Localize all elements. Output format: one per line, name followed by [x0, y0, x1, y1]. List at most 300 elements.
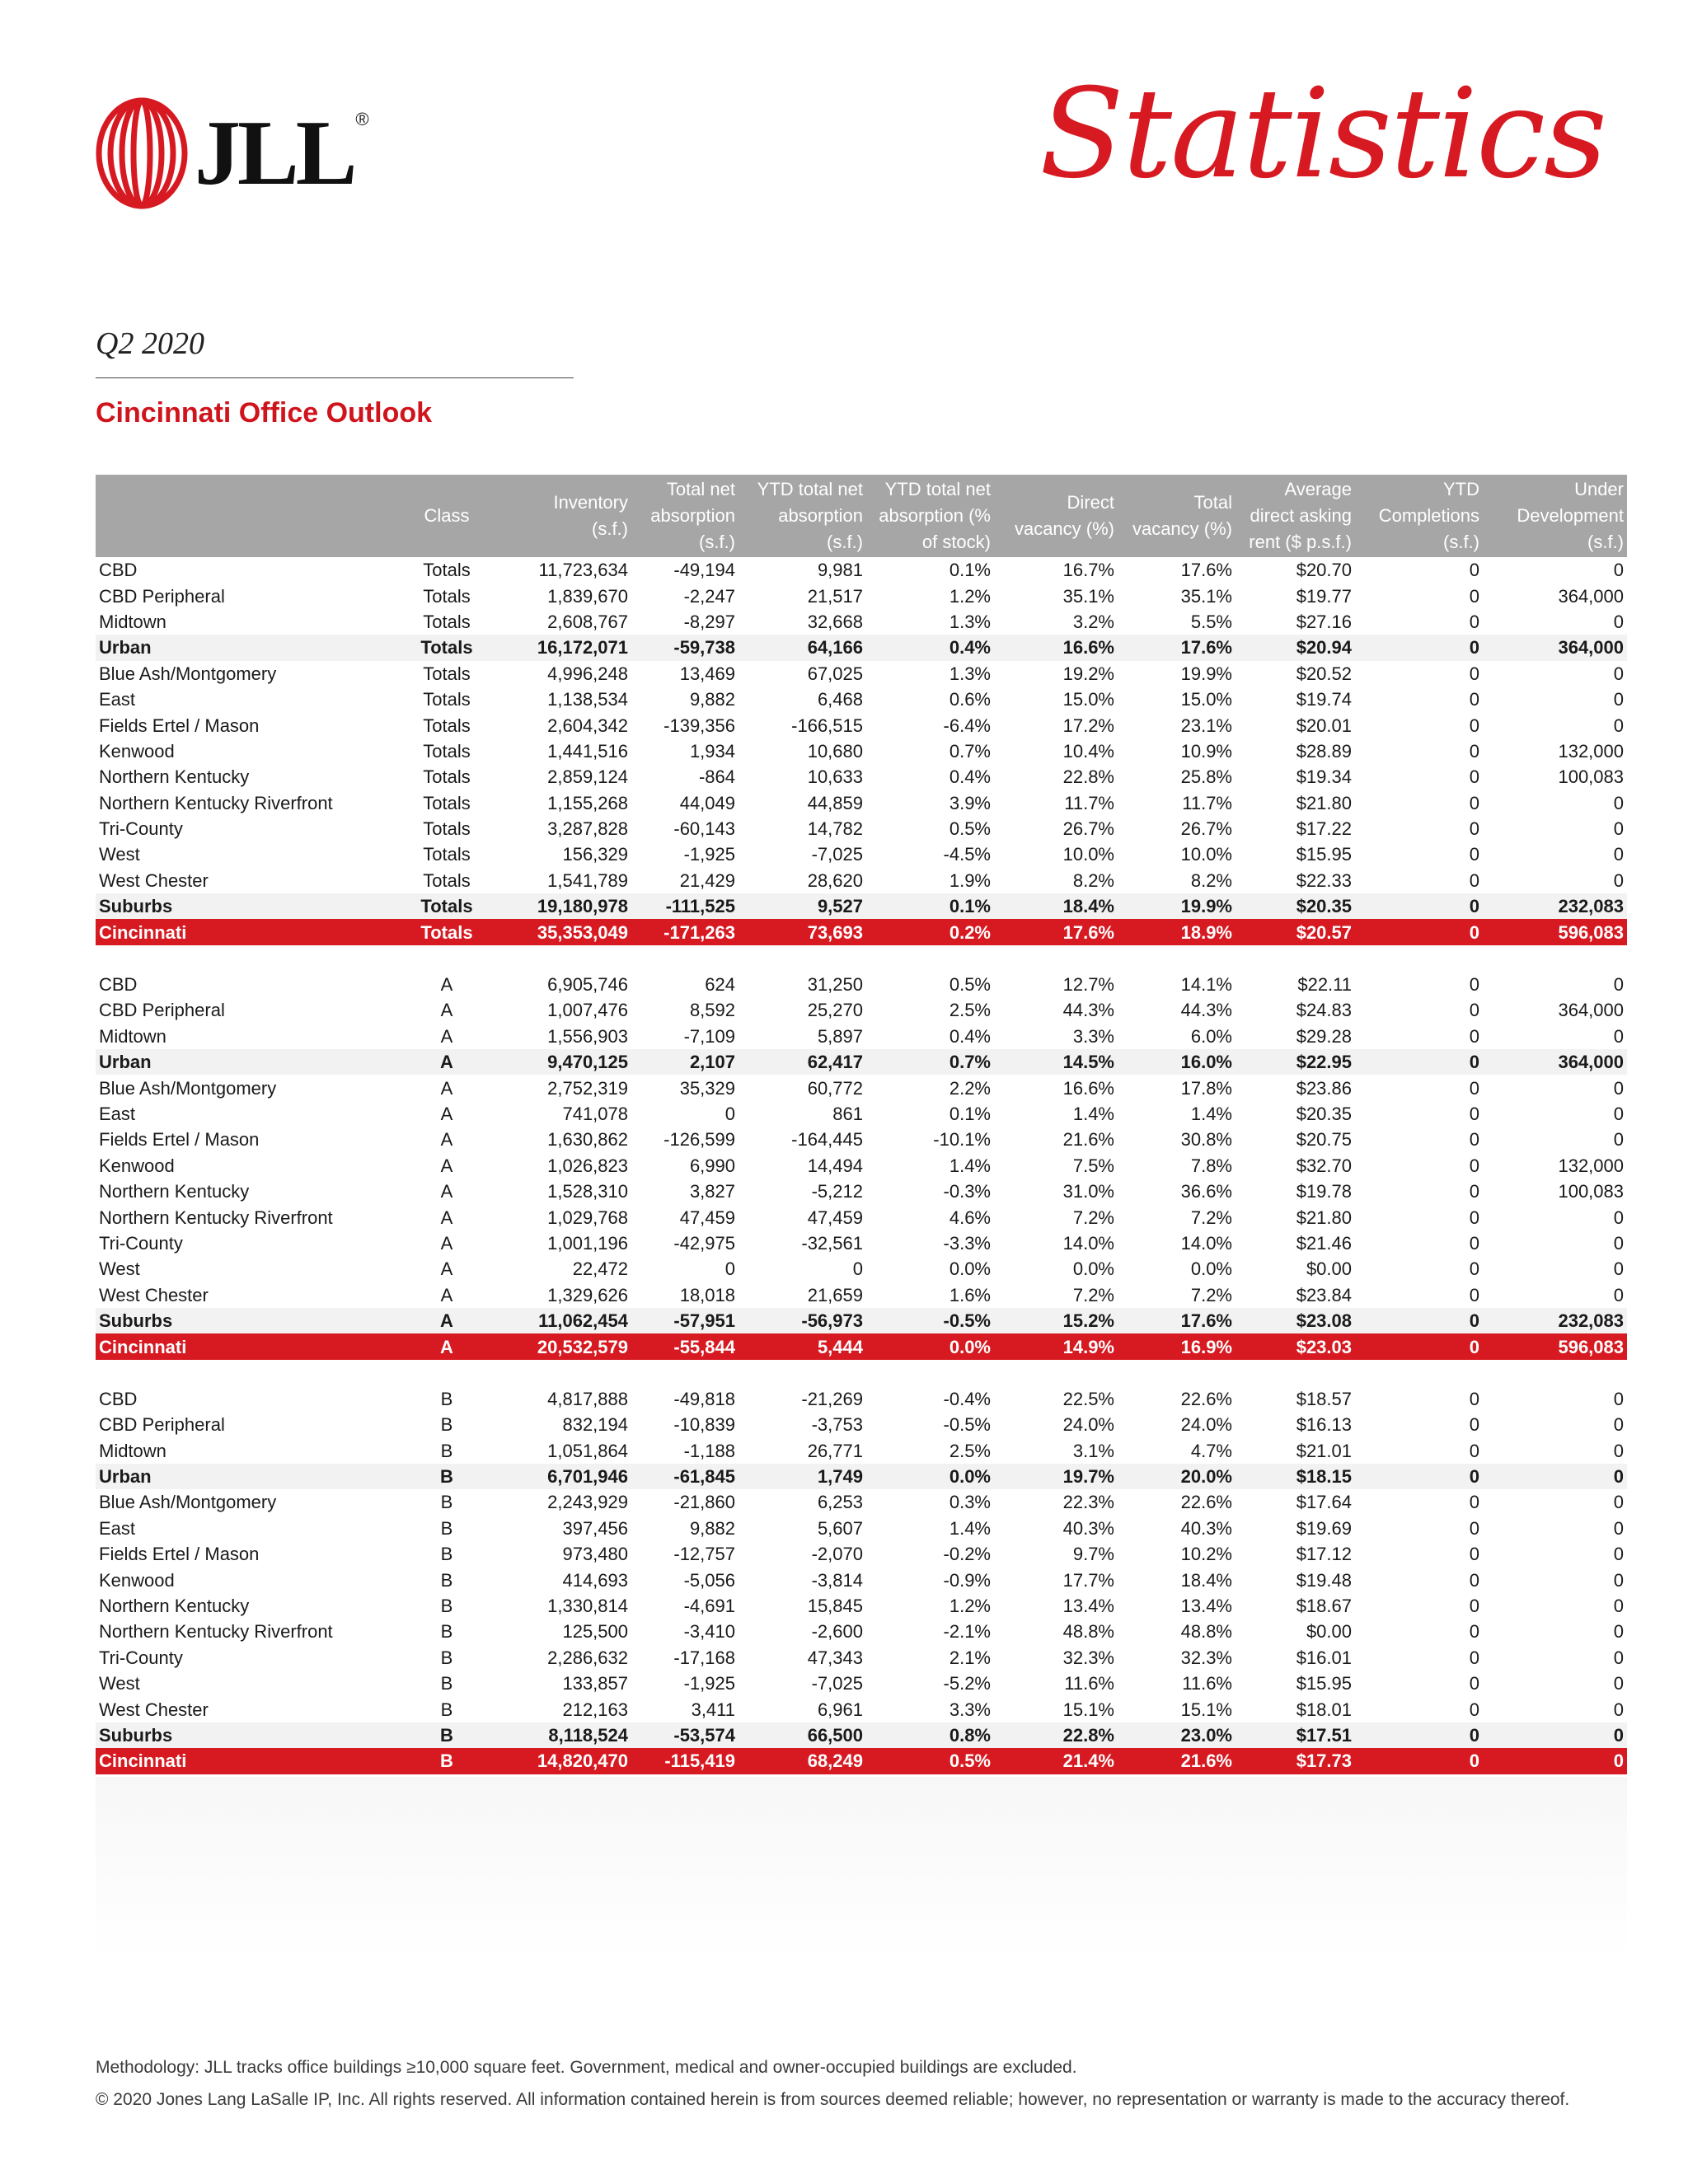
column-header-line: of stock) [921, 532, 991, 552]
value-cell: $0.00 [1306, 1258, 1352, 1280]
value-cell: 21.6% [1118, 1748, 1236, 1774]
jll-logo [95, 97, 369, 209]
value-cell: $15.95 [1296, 844, 1352, 865]
submarket-cell: Northern Kentucky Riverfront [99, 1621, 333, 1643]
value-cell: 6,990 [689, 1155, 735, 1176]
value-cell: 0 [1469, 766, 1479, 788]
value-cell: $0.00 [1306, 1621, 1352, 1643]
value-cell: 624 [705, 974, 735, 996]
class-cell: A [440, 1025, 453, 1047]
value-cell: 16.6% [1062, 1077, 1114, 1099]
column-header-line: Total net [666, 479, 735, 499]
value-cell: 47,459 [807, 1207, 863, 1228]
value-cell: 2,286,632 [547, 1647, 628, 1668]
value-cell: -21,269 [801, 1388, 863, 1409]
value-cell: $16.01 [1296, 1647, 1352, 1668]
value-cell: 26.7% [1180, 818, 1232, 840]
value-cell: -115,419 [631, 1748, 738, 1774]
value-cell: 22,472 [572, 1258, 628, 1280]
value-cell: 0 [1613, 611, 1624, 632]
value-cell: 0.0% [1072, 1258, 1114, 1280]
value-cell: 44.3% [1180, 1000, 1232, 1021]
value-cell: 0 [724, 1104, 735, 1124]
value-cell: 44,859 [807, 792, 863, 813]
value-cell: 0 [1469, 1284, 1479, 1305]
submarket-cell: Northern Kentucky [99, 766, 250, 788]
column-header-line: absorption [778, 505, 863, 526]
value-cell: 5.5% [1190, 611, 1232, 632]
value-cell: 7.2% [1190, 1284, 1232, 1305]
value-cell: -8,297 [683, 611, 735, 632]
value-cell: 0 [1469, 1000, 1479, 1021]
value-cell: 0 [1469, 974, 1479, 996]
value-cell: 7.5% [1072, 1155, 1114, 1176]
submarket-cell: Suburbs [96, 1308, 402, 1333]
submarket-cell: Northern Kentucky [99, 1596, 250, 1617]
value-cell: 17.6% [1118, 1308, 1236, 1333]
value-cell: 0 [1469, 844, 1479, 865]
value-cell: 1,051,864 [547, 1440, 628, 1461]
table-row [96, 1282, 1627, 1308]
value-cell: $17.51 [1236, 1722, 1355, 1748]
column-header-line: Average [1284, 479, 1352, 499]
submarket-cell: CBD Peripheral [99, 1414, 225, 1436]
value-cell: 9,882 [689, 1517, 735, 1539]
value-cell: $17.22 [1296, 818, 1352, 840]
blank-area [96, 1777, 1627, 1958]
value-cell: $22.95 [1236, 1049, 1355, 1075]
value-cell: $19.48 [1296, 1569, 1352, 1591]
value-cell: 0 [1469, 1544, 1479, 1565]
value-cell: 23.0% [1118, 1722, 1236, 1748]
value-cell: -60,143 [673, 818, 735, 840]
value-cell: 1,001,196 [547, 1232, 628, 1254]
value-cell: 2.1% [949, 1647, 991, 1668]
value-cell: 14.0% [1062, 1232, 1114, 1254]
value-cell: 13.4% [1180, 1596, 1232, 1617]
value-cell: 596,083 [1483, 1333, 1627, 1359]
value-cell: $19.74 [1296, 689, 1352, 710]
value-cell: 3,287,828 [547, 818, 628, 840]
table-row [96, 1438, 1627, 1464]
value-cell: 21.4% [994, 1748, 1118, 1774]
value-cell: -864 [698, 766, 735, 788]
value-cell: 0 [1469, 818, 1479, 840]
class-cell: A [440, 974, 453, 996]
value-cell: 0 [1613, 1544, 1624, 1565]
class-cell: A [440, 1284, 453, 1305]
value-cell: 0 [1613, 1596, 1624, 1617]
value-cell: 10.0% [1180, 844, 1232, 865]
class-cell: A [440, 1000, 453, 1021]
value-cell: 0 [1613, 715, 1624, 736]
value-cell: 15.1% [1180, 1699, 1232, 1720]
value-cell: 18,018 [679, 1284, 735, 1305]
value-cell: -2,070 [811, 1544, 863, 1565]
value-cell: 62,417 [738, 1049, 866, 1075]
submarket-cell: Cincinnati [96, 1333, 402, 1359]
value-cell: 1.3% [949, 611, 991, 632]
value-cell: 14,494 [807, 1155, 863, 1176]
value-cell: 0 [1483, 1464, 1627, 1489]
subtotal-row [96, 893, 1627, 919]
value-cell: 0 [1613, 1647, 1624, 1668]
subtotal-row [96, 1464, 1627, 1489]
methodology-note: Methodology: JLL tracks office buildings ≥10,000 square feet. Government, medical and owner-occupied buildings are excluded. [96, 2058, 1077, 2077]
column-header-line: (s.f.) [1587, 532, 1624, 552]
value-cell: 4,817,888 [547, 1388, 628, 1409]
value-cell: 1.2% [949, 1596, 991, 1617]
value-cell: -0.5% [943, 1414, 991, 1436]
table-row [96, 1593, 1627, 1619]
value-cell: 35,353,049 [491, 919, 631, 944]
value-cell: 15.0% [1062, 689, 1114, 710]
value-cell: -5,056 [683, 1569, 735, 1591]
column-header [402, 475, 491, 557]
value-cell: 21,517 [807, 585, 863, 607]
value-cell: 7.8% [1190, 1155, 1232, 1176]
submarket-cell: Tri-County [99, 1647, 183, 1668]
value-cell: 14,820,470 [491, 1748, 631, 1774]
value-cell: 0 [1469, 869, 1479, 891]
class-cell: B [440, 1699, 453, 1720]
value-cell: 0 [1613, 1077, 1624, 1099]
value-cell: 1,441,516 [547, 740, 628, 762]
value-cell: 8,118,524 [491, 1722, 631, 1748]
value-cell: 7.2% [1190, 1207, 1232, 1228]
value-cell: 3,827 [689, 1181, 735, 1202]
copyright-note: © 2020 Jones Lang LaSalle IP, Inc. All rights reserved. All information contained herein is from sources deemed reliable; however, no representation or warranty is made to the accuracy thereof. [96, 2090, 1570, 2109]
value-cell: 25.8% [1180, 766, 1232, 788]
value-cell: 0 [1613, 1673, 1624, 1694]
value-cell: $21.80 [1296, 1207, 1352, 1228]
class-cell: B [440, 1440, 453, 1461]
period-divider [96, 377, 574, 378]
class-cell: Totals [423, 792, 471, 813]
value-cell: 3.1% [1072, 1440, 1114, 1461]
value-cell: -3,410 [683, 1621, 735, 1643]
value-cell: 36.6% [1180, 1181, 1232, 1202]
value-cell: $23.03 [1236, 1333, 1355, 1359]
value-cell: 0.8% [866, 1722, 994, 1748]
value-cell: 9,981 [817, 560, 863, 581]
value-cell: 14.0% [1180, 1232, 1232, 1254]
column-header [1236, 475, 1355, 557]
class-cell: A [440, 1207, 453, 1228]
value-cell: 0 [1613, 560, 1624, 581]
value-cell: $20.57 [1236, 919, 1355, 944]
value-cell: 48.8% [1180, 1621, 1232, 1643]
value-cell: 0.4% [866, 635, 994, 660]
column-header [866, 475, 994, 557]
value-cell: 0.0% [866, 1333, 994, 1359]
value-cell: 35,329 [679, 1077, 735, 1099]
value-cell: 0 [1469, 1077, 1479, 1099]
value-cell: 22.3% [1062, 1492, 1114, 1513]
column-header-line: Under [1574, 479, 1624, 499]
value-cell: 0 [1469, 1232, 1479, 1254]
value-cell: 18.9% [1118, 919, 1236, 944]
value-cell: 132,000 [1558, 740, 1624, 762]
table-row [96, 1075, 1627, 1100]
value-cell: 22.5% [1062, 1388, 1114, 1409]
value-cell: 232,083 [1483, 1308, 1627, 1333]
value-cell: -1,188 [683, 1440, 735, 1461]
value-cell: -59,738 [631, 635, 738, 660]
submarket-cell: Cincinnati [96, 919, 402, 944]
class-cell: Totals [423, 818, 471, 840]
value-cell: 40.3% [1180, 1517, 1232, 1539]
value-cell: 0 [1355, 1722, 1483, 1748]
table-row [96, 841, 1627, 867]
value-cell: 1,329,626 [547, 1284, 628, 1305]
value-cell: $20.01 [1296, 715, 1352, 736]
value-cell: 10,680 [807, 740, 863, 762]
value-cell: 0 [1469, 1699, 1479, 1720]
value-cell: 47,343 [807, 1647, 863, 1668]
value-cell: $21.46 [1296, 1232, 1352, 1254]
value-cell: 35.1% [1062, 585, 1114, 607]
table-row [96, 1153, 1627, 1179]
value-cell: 28,620 [807, 869, 863, 891]
value-cell: 17.8% [1180, 1077, 1232, 1099]
value-cell: 125,500 [562, 1621, 628, 1643]
class-cell: B [440, 1569, 453, 1591]
value-cell: 2.5% [949, 1440, 991, 1461]
value-cell: 2,243,929 [547, 1492, 628, 1513]
value-cell: 0 [1469, 1181, 1479, 1202]
value-cell: 0 [1613, 1129, 1624, 1151]
value-cell: -61,845 [631, 1464, 738, 1489]
value-cell: $20.75 [1296, 1129, 1352, 1151]
value-cell: 22.8% [1062, 766, 1114, 788]
value-cell: 13,469 [679, 663, 735, 684]
value-cell: 0 [1469, 1621, 1479, 1643]
submarket-cell: Northern Kentucky [99, 1181, 250, 1202]
value-cell: 364,000 [1558, 1000, 1624, 1021]
value-cell: 1.4% [1072, 1104, 1114, 1124]
column-header-line: (s.f.) [827, 532, 863, 552]
value-cell: 32.3% [1180, 1647, 1232, 1668]
submarket-cell: Fields Ertel / Mason [99, 1129, 260, 1151]
value-cell: $20.52 [1296, 663, 1352, 684]
subtotal-row [96, 1049, 1627, 1075]
class-cell: Totals [423, 585, 471, 607]
value-cell: 4,996,248 [547, 663, 628, 684]
submarket-cell: Midtown [99, 611, 166, 632]
value-cell: 0.4% [949, 1025, 991, 1047]
column-header-line: direct asking [1250, 505, 1352, 526]
value-cell: $18.15 [1236, 1464, 1355, 1489]
value-cell: 10,633 [807, 766, 863, 788]
value-cell: 14,782 [807, 818, 863, 840]
value-cell: 17.6% [994, 919, 1118, 944]
value-cell: 0 [1469, 663, 1479, 684]
value-cell: 48.8% [1062, 1621, 1114, 1643]
value-cell: -126,599 [663, 1129, 735, 1151]
value-cell: 3.3% [1072, 1025, 1114, 1047]
value-cell: 0 [1469, 1414, 1479, 1436]
value-cell: 0 [1469, 1596, 1479, 1617]
value-cell: 1,934 [689, 740, 735, 762]
class-cell: B [440, 1621, 453, 1643]
value-cell: -55,844 [631, 1333, 738, 1359]
class-cell: B [440, 1596, 453, 1617]
value-cell: 1.4% [1190, 1104, 1232, 1124]
value-cell: 0.4% [949, 766, 991, 788]
value-cell: 0.0% [949, 1258, 991, 1280]
value-cell: -7,025 [811, 844, 863, 865]
value-cell: $19.78 [1296, 1181, 1352, 1202]
value-cell: 0.1% [866, 893, 994, 919]
value-cell: 9,470,125 [491, 1049, 631, 1075]
submarket-cell: Kenwood [99, 1155, 175, 1176]
value-cell: 0 [1469, 689, 1479, 710]
class-cell: B [440, 1673, 453, 1694]
value-cell: 0 [1613, 818, 1624, 840]
column-header [1118, 475, 1236, 557]
value-cell: 47,459 [679, 1207, 735, 1228]
value-cell: 0 [1613, 792, 1624, 813]
value-cell: 0 [1355, 919, 1483, 944]
value-cell: $19.77 [1296, 585, 1352, 607]
value-cell: -53,574 [631, 1722, 738, 1748]
value-cell: 0 [1355, 1464, 1483, 1489]
value-cell: 18.4% [994, 893, 1118, 919]
submarket-cell: West Chester [99, 1699, 209, 1720]
value-cell: 60,772 [807, 1077, 863, 1099]
table-row [96, 1179, 1627, 1204]
value-cell: 11,062,454 [491, 1308, 631, 1333]
value-cell: $27.16 [1296, 611, 1352, 632]
value-cell: 1,007,476 [547, 1000, 628, 1021]
class-cell: Totals [423, 611, 471, 632]
value-cell: 1,630,862 [547, 1129, 628, 1151]
table-row [96, 557, 1627, 583]
value-cell: 19.2% [1062, 663, 1114, 684]
value-cell: $20.35 [1236, 893, 1355, 919]
submarket-cell: CBD [99, 974, 138, 996]
value-cell: 17.2% [1062, 715, 1114, 736]
table-row [96, 1516, 1627, 1541]
submarket-cell: CBD [99, 560, 138, 581]
table-row [96, 583, 1627, 608]
value-cell: -10.1% [933, 1129, 991, 1151]
table-row [96, 1567, 1627, 1592]
value-cell: 0 [1469, 740, 1479, 762]
submarket-cell: Blue Ash/Montgomery [99, 1492, 277, 1513]
value-cell: 14.9% [994, 1333, 1118, 1359]
value-cell: 15.2% [994, 1308, 1118, 1333]
value-cell: 16,172,071 [491, 635, 631, 660]
column-header [738, 475, 866, 557]
value-cell: -3.3% [943, 1232, 991, 1254]
class-cell: A [440, 1155, 453, 1176]
subtotal-row [96, 635, 1627, 660]
section-spacer [96, 1360, 1627, 1386]
value-cell: $17.64 [1296, 1492, 1352, 1513]
submarket-cell: CBD Peripheral [99, 1000, 225, 1021]
value-cell: $22.11 [1297, 974, 1352, 996]
value-cell: 15,845 [807, 1596, 863, 1617]
table-row [96, 997, 1627, 1023]
value-cell: 1,541,789 [547, 869, 628, 891]
table-row [96, 712, 1627, 738]
value-cell: $23.08 [1236, 1308, 1355, 1333]
value-cell: 0 [1469, 611, 1479, 632]
column-header-line: Direct [1067, 492, 1114, 513]
value-cell: $22.33 [1296, 869, 1352, 891]
class-cell: Totals [423, 869, 471, 891]
table-row [96, 1101, 1627, 1127]
value-cell: 31.0% [1062, 1181, 1114, 1202]
value-cell: 0 [1469, 1388, 1479, 1409]
submarket-cell: Urban [96, 1049, 402, 1075]
value-cell: 0 [1469, 1492, 1479, 1513]
value-cell: 17.6% [1180, 560, 1232, 581]
value-cell: 0 [1355, 1308, 1483, 1333]
class-cell: B [440, 1647, 453, 1668]
value-cell: 0 [1613, 869, 1624, 891]
value-cell: 2,752,319 [547, 1077, 628, 1099]
value-cell: 0 [1613, 1258, 1624, 1280]
value-cell: 0 [1613, 689, 1624, 710]
value-cell: -7,025 [811, 1673, 863, 1694]
submarket-cell: Fields Ertel / Mason [99, 715, 260, 736]
class-cell: A [402, 1049, 491, 1075]
table-body [96, 557, 1627, 1774]
submarket-cell: Tri-County [99, 818, 183, 840]
value-cell: 0 [1469, 1569, 1479, 1591]
value-cell: 11.6% [1182, 1673, 1232, 1694]
value-cell: 364,000 [1558, 585, 1624, 607]
value-cell: 0 [1613, 974, 1624, 996]
value-cell: 0.5% [949, 974, 991, 996]
value-cell: $32.70 [1296, 1155, 1352, 1176]
table-row [96, 1024, 1627, 1049]
column-header-line: vacancy (%) [1132, 518, 1232, 539]
value-cell: 9,527 [738, 893, 866, 919]
value-cell: 1,839,670 [547, 585, 628, 607]
value-cell: 21,659 [807, 1284, 863, 1305]
value-cell: 16.9% [1118, 1333, 1236, 1359]
value-cell: 30.8% [1180, 1129, 1232, 1151]
value-cell: 0 [724, 1258, 735, 1280]
column-header-line: absorption [650, 505, 735, 526]
value-cell: 0.3% [949, 1492, 991, 1513]
value-cell: $20.35 [1296, 1104, 1352, 1124]
value-cell: $21.01 [1296, 1440, 1352, 1461]
subtotal-row [96, 1722, 1627, 1748]
value-cell: $17.73 [1236, 1748, 1355, 1774]
column-header [96, 475, 402, 557]
value-cell: 2,107 [631, 1049, 738, 1075]
table-row [96, 1204, 1627, 1230]
class-cell: A [402, 1308, 491, 1333]
column-header [994, 475, 1118, 557]
submarket-cell: Urban [96, 635, 402, 660]
column-header-line: (s.f.) [699, 532, 735, 552]
value-cell: 6,253 [817, 1492, 863, 1513]
value-cell: 11,723,634 [538, 560, 628, 581]
section-spacer [96, 945, 1627, 972]
value-cell: 0.7% [949, 740, 991, 762]
value-cell: 2,608,767 [547, 611, 628, 632]
table-row [96, 661, 1627, 687]
subtotal-row [96, 1308, 1627, 1333]
value-cell: 0 [1469, 1258, 1479, 1280]
class-cell: Totals [402, 893, 491, 919]
